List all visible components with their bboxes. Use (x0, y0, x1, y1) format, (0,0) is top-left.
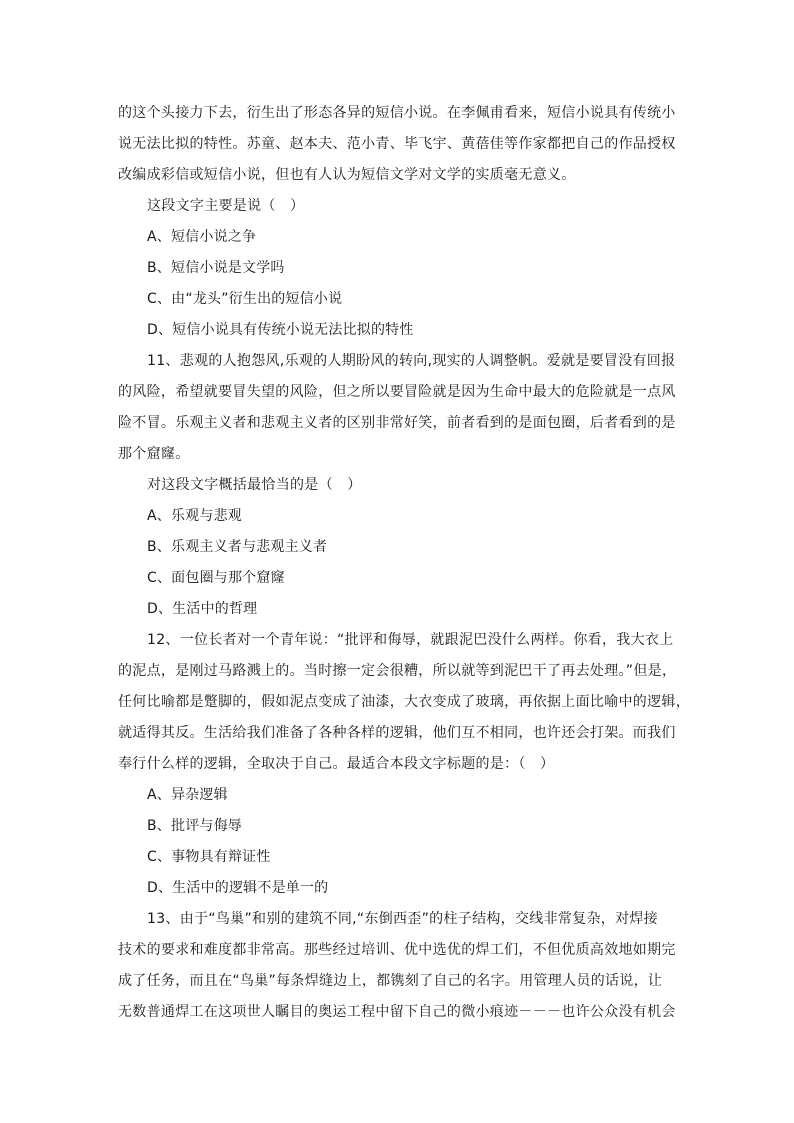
q11-option-d: D、生活中的哲理 (147, 601, 258, 617)
q12-paragraph-line-5: 奉行什么样的逻辑，全取决于自己。最适合本段文字标题的是：（ ） (118, 756, 555, 772)
q12-option-d: D、生活中的逻辑不是单一的 (147, 880, 329, 896)
q12-paragraph-line-2: 的泥点，是刚过马路溅上的。当时擦一定会很糟，所以就等到泥巴干了再去处理。”但是， (118, 663, 677, 679)
q12-paragraph-line-4: 就适得其反。生活给我们准备了各种各样的逻辑，他们互不相同，也许还会打架。而我们 (118, 725, 676, 741)
document-body (118, 98, 690, 1028)
q12-option-c: C、事物具有辩证性 (147, 849, 271, 865)
q10-prompt: 这段文字主要是说（ ） (147, 198, 305, 214)
q11-paragraph-line-2: 的风险，希望就要冒失望的风险，但之所以要冒险就是因为生命中最大的危险就是一点风 (118, 384, 676, 400)
q10-option-c: C、由“龙头”衍生出的短信小说 (147, 291, 343, 307)
q12-option-b: B、批评与侮辱 (147, 818, 243, 834)
q11-option-c: C、面包圈与那个窟窿 (147, 570, 285, 586)
q13-paragraph-line-1: 13、由于“鸟巢”和别的建筑不同,“东倒西歪”的柱子结构，交线非常复杂，对焊接 (147, 911, 658, 927)
q10-option-a: A、短信小说之争 (147, 229, 257, 245)
intro-paragraph-line-3: 改编成彩信或短信小说，但也有人认为短信文学对文学的实质毫无意义。 (118, 167, 576, 183)
q12-paragraph-line-3: 任何比喻都是蹩脚的，假如泥点变成了油漆，大衣变成了玻璃，再依据上面比喻中的逻辑， (118, 694, 690, 710)
intro-paragraph-line-1: 的这个头接力下去，衍生出了形态各异的短信小说。在李佩甫看来，短信小说具有传统小 (118, 105, 676, 121)
q11-prompt: 对这段文字概括最恰当的是（ ） (147, 477, 362, 493)
q11-option-b: B、乐观主义者与悲观主义者 (147, 539, 328, 555)
q13-paragraph-line-2: 技术的要求和难度都非常高。那些经过培训、优中选优的焊工们，不但优质高效地如期完 (118, 942, 676, 958)
q11-paragraph-line-4: 那个窟窿。 (118, 446, 190, 462)
q11-paragraph-line-3: 险不冒。乐观主义者和悲观主义者的区别非常好笑，前者看到的是面包圈，后者看到的是 (118, 415, 676, 431)
q12-paragraph-line-1: 12、一位长者对一个青年说：“批评和侮辱，就跟泥巴没什么两样。你看，我大衣上 (147, 632, 674, 648)
q10-option-b: B、短信小说是文学吗 (147, 260, 285, 276)
intro-paragraph-line-2: 说无法比拟的特性。苏童、赵本夫、范小青、毕飞宇、黄蓓佳等作家都把自己的作品授权 (118, 136, 676, 152)
q12-option-a: A、异杂逻辑 (147, 787, 228, 803)
q11-paragraph-line-1: 11、悲观的人抱怨风,乐观的人期盼风的转向,现实的人调整帆。爱就是要冒没有回报 (147, 353, 676, 369)
q10-option-d: D、短信小说具有传统小说无法比拟的特性 (147, 322, 414, 338)
q13-paragraph-line-4: 无数普通焊工在这项世人瞩目的奥运工程中留下自己的微小痕迹－－－也许公众没有机会 (118, 1004, 676, 1020)
q13-paragraph-line-3: 成了任务，而且在“鸟巢”每条焊缝边上，都镌刻了自己的名字。用管理人员的话说，让 (118, 973, 663, 989)
q11-option-a: A、乐观与悲观 (147, 508, 242, 524)
